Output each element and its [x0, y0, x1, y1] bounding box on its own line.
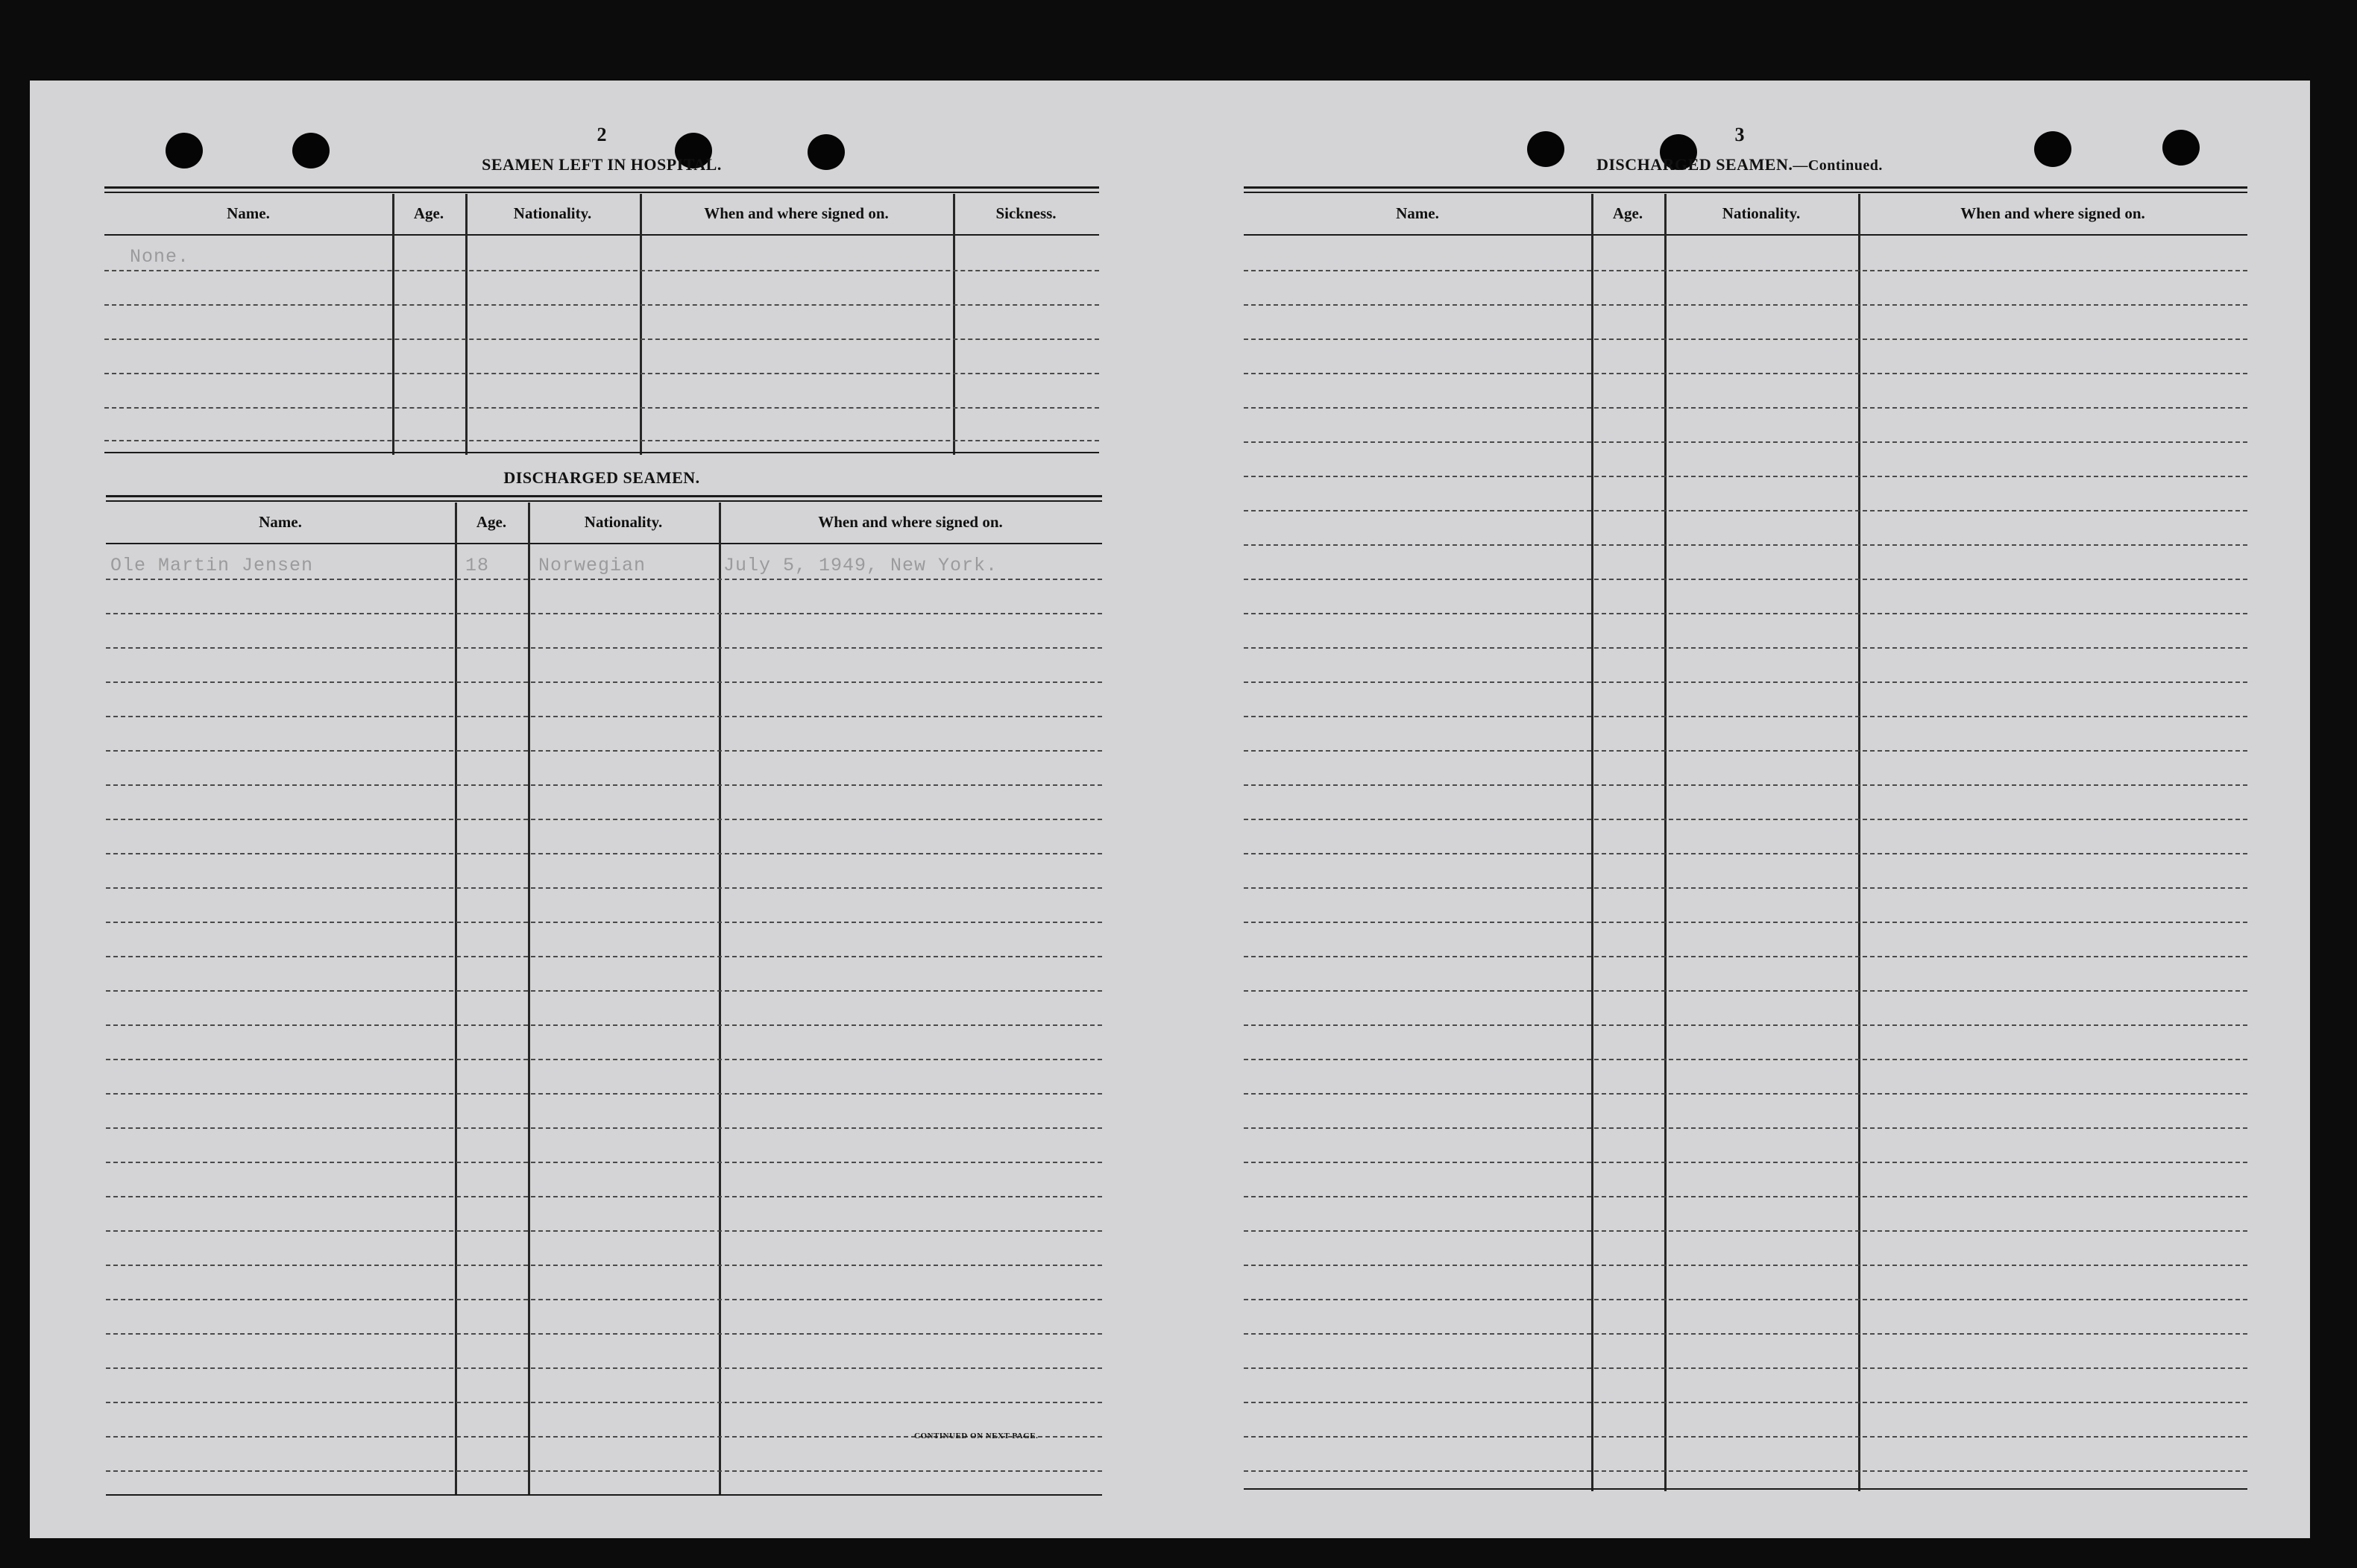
section-title-discharged: DISCHARGED SEAMEN.: [503, 468, 700, 487]
seaman-name: Ole Martin Jensen: [110, 555, 314, 576]
hospital-entry: None.: [130, 246, 190, 268]
discharged-table-left: [106, 495, 1102, 1502]
page-number-right: 3: [1734, 124, 1745, 145]
right-header-name: Name.: [1396, 204, 1439, 222]
manifest-sheet: [30, 81, 2310, 1538]
section-title-hospital: SEAMEN LEFT IN HOSPITAL.: [482, 155, 722, 174]
discharged-header-nationality: Nationality.: [584, 513, 663, 531]
punch-hole: [2162, 130, 2200, 166]
page-number-left: 2: [597, 124, 607, 145]
discharged-table-right: [1244, 186, 2247, 1491]
right-header-age: Age.: [1612, 204, 1643, 222]
continued-note: CONTINUED ON NEXT PAGE.: [914, 1432, 1039, 1441]
hospital-header-signed-on: When and where signed on.: [704, 204, 889, 222]
discharged-header-signed-on: When and where signed on.: [818, 513, 1003, 531]
section-title-right-suffix: —Continued.: [1793, 157, 1883, 174]
seaman-age: 18: [465, 555, 490, 576]
punch-hole: [1527, 131, 1564, 167]
hospital-header-nationality: Nationality.: [513, 204, 592, 222]
punch-hole: [292, 133, 330, 169]
punch-hole: [2034, 131, 2071, 167]
seaman-signed-on: July 5, 1949, New York.: [723, 555, 998, 576]
right-header-signed-on: When and where signed on.: [1960, 204, 2145, 222]
section-title-right-main: DISCHARGED SEAMEN.: [1596, 155, 1793, 174]
right-header-nationality: Nationality.: [1722, 204, 1801, 222]
discharged-header-age: Age.: [476, 513, 507, 531]
punch-hole: [808, 134, 845, 170]
hospital-table: [104, 186, 1099, 462]
section-title-right: [1596, 155, 1883, 174]
hospital-header-sickness: Sickness.: [995, 204, 1057, 222]
punch-hole: [166, 133, 203, 169]
hospital-header-name: Name.: [227, 204, 270, 222]
seaman-nationality: Norwegian: [538, 555, 646, 576]
discharged-header-name: Name.: [259, 513, 302, 531]
hospital-header-age: Age.: [413, 204, 444, 222]
